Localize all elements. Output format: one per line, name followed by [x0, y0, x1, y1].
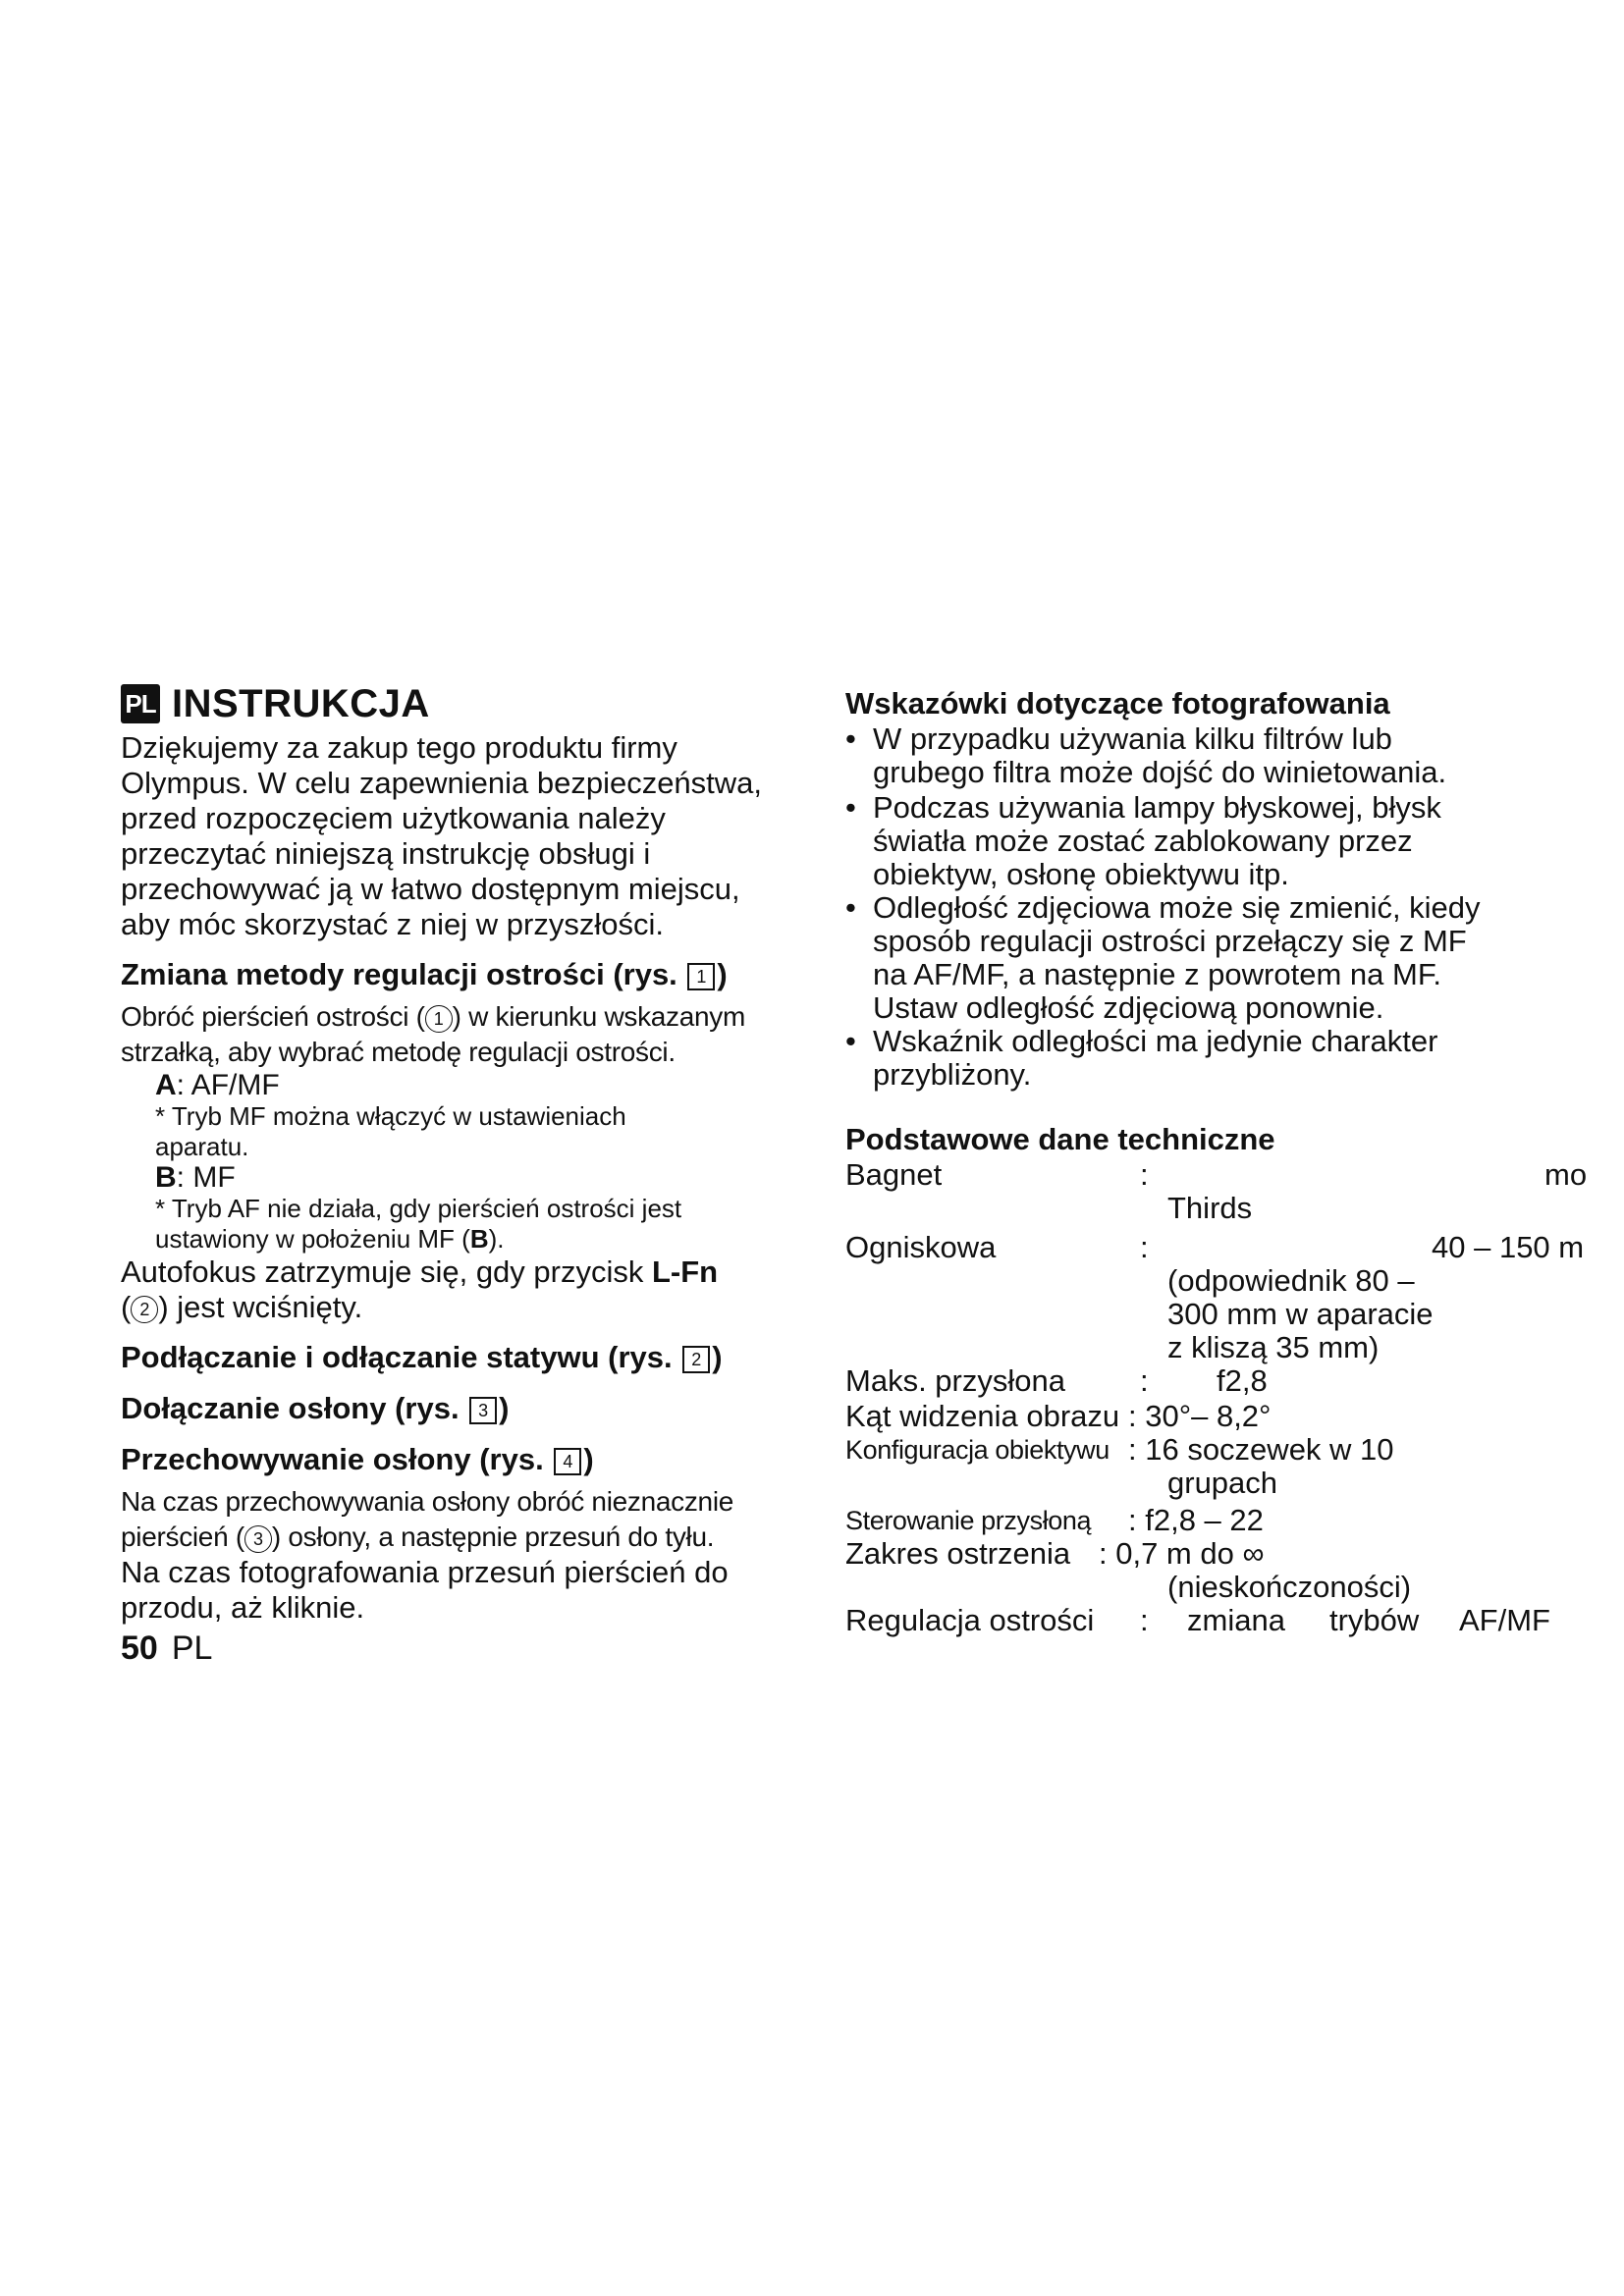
figure-ref-3: 3	[469, 1397, 497, 1424]
intro-line: przeczytać niniejszą instrukcję obsługi i	[121, 836, 651, 871]
specs-heading: Podstawowe dane techniczne	[845, 1122, 1275, 1156]
focus-instruction-line: strzałką, aby wybrać metodę regulacji ostrości.	[121, 1037, 676, 1067]
storage-line: Na czas przechowywania osłony obróć nieznacznie	[121, 1486, 734, 1517]
tip-line: na AF/MF, a następnie z powrotem na MF.	[873, 957, 1441, 991]
text: ustawiony w położeniu MF (	[155, 1224, 470, 1254]
storage-line: Na czas fotografowania przesuń pierścień do	[121, 1555, 729, 1589]
heading-text: Zmiana metody regulacji ostrości (rys.	[121, 957, 686, 991]
figure-ref-4: 4	[554, 1448, 581, 1475]
spec-value: grupach	[1167, 1466, 1278, 1500]
option-a	[155, 1070, 808, 1101]
tip-line: przybliżony.	[873, 1057, 1032, 1092]
spec-value: 300 mm w aparacie	[1167, 1297, 1434, 1331]
spec-row-focus-range	[845, 1537, 1624, 1571]
heading-text: Podłączanie i odłączanie statywu (rys.	[121, 1340, 681, 1374]
figure-ref-2: 2	[682, 1346, 710, 1373]
page-title: INSTRUKCJA	[172, 681, 430, 725]
option-b	[155, 1162, 808, 1194]
storage-line	[121, 1520, 808, 1555]
intro-paragraph	[121, 730, 808, 942]
spec-row-aperture-control	[845, 1504, 1624, 1537]
spec-colon: :	[1140, 1157, 1149, 1192]
spec-label: Maks. przysłona	[845, 1363, 1065, 1398]
autofocus-line	[121, 1255, 808, 1290]
spec-row-focus-control	[845, 1604, 1624, 1637]
option-value: : MF	[176, 1161, 236, 1194]
option-value: : AF/MF	[176, 1069, 280, 1101]
spec-value: zmiana	[1187, 1603, 1285, 1637]
note-line: aparatu.	[155, 1132, 249, 1161]
tip-item	[845, 1025, 1624, 1092]
tip-line: grubego filtra może dojść do winietowania.	[873, 755, 1447, 789]
heading-text: Przechowywanie osłony (rys.	[121, 1442, 553, 1476]
page-number-value: 50	[121, 1629, 158, 1667]
tip-line: sposób regulacji ostrości przełączy się z MF	[873, 924, 1467, 958]
spec-value: z kliszą 35 mm)	[1167, 1330, 1380, 1364]
tip-line: • Podczas używania lampy błyskowej, błysk	[873, 790, 1441, 825]
tip-line: światła może zostać zablokowany przez	[873, 824, 1413, 858]
spec-row-cont	[845, 1298, 1624, 1331]
text: pierścień (	[121, 1522, 244, 1552]
spec-row-cont	[845, 1467, 1624, 1500]
heading-end: )	[712, 1340, 723, 1374]
tip-line: obiektyw, osłonę obiektywu itp.	[873, 857, 1289, 891]
heading-end: )	[499, 1391, 510, 1425]
tip-line: • W przypadku używania kilku filtrów lub	[873, 721, 1392, 756]
tripod-heading	[121, 1339, 808, 1376]
heading-end: )	[717, 957, 728, 991]
autofocus-line	[121, 1290, 808, 1325]
intro-line: Dziękujemy za zakup tego produktu firmy	[121, 730, 677, 765]
tip-item	[845, 891, 1624, 1025]
spec-label: Ogniskowa	[845, 1230, 997, 1264]
callout-1-icon: 1	[425, 1005, 453, 1033]
spec-row-angle	[845, 1400, 1624, 1433]
option-key: B	[155, 1161, 177, 1194]
spec-label: Sterowanie przysłoną	[845, 1506, 1092, 1535]
spec-label: Zakres ostrzenia	[845, 1536, 1071, 1571]
intro-line: aby móc skorzystać z niej w przyszłości.	[121, 907, 664, 941]
heading-text: Dołączanie osłony (rys.	[121, 1391, 468, 1425]
spec-row-cont	[845, 1192, 1624, 1225]
spec-value: trybów	[1329, 1603, 1420, 1637]
intro-line: Olympus. W celu zapewnienia bezpieczeństwa,	[121, 766, 763, 800]
tip-item	[845, 791, 1624, 891]
title-row	[121, 677, 808, 730]
callout-2-icon: 2	[131, 1296, 158, 1323]
note-a	[155, 1101, 808, 1162]
hood-storage-heading	[121, 1441, 808, 1478]
figure-ref-1: 1	[687, 963, 715, 990]
spec-label: Bagnet	[845, 1157, 943, 1192]
note-line: * Tryb MF można włączyć w ustawieniach	[155, 1101, 626, 1131]
spec-value: Thirds	[1167, 1191, 1253, 1225]
heading-end: )	[583, 1442, 594, 1476]
spec-colon: :	[1140, 1363, 1149, 1398]
option-key: A	[155, 1069, 177, 1101]
text: ) osłony, a następnie przesuń do tyłu.	[271, 1522, 715, 1552]
spec-row-mount	[845, 1158, 1624, 1192]
spec-colon: :	[1140, 1230, 1149, 1264]
spec-label: Konfiguracja obiektywu	[845, 1435, 1110, 1465]
right-column	[845, 677, 1624, 1637]
button-name: L-Fn	[651, 1255, 719, 1289]
spec-row-cont	[845, 1571, 1624, 1604]
spec-row-focal	[845, 1231, 1624, 1264]
spec-value: : f2,8 – 22	[1128, 1503, 1264, 1537]
spec-value: (odpowiednik 80 –	[1167, 1263, 1415, 1298]
spec-row-config	[845, 1433, 1624, 1467]
text: ).	[488, 1224, 505, 1254]
text: (	[121, 1290, 132, 1324]
spec-row-cont	[845, 1264, 1624, 1298]
hood-heading	[121, 1390, 808, 1427]
text: ) w kierunku wskazanym	[452, 1001, 746, 1032]
note-b	[155, 1194, 808, 1255]
spec-value: mo	[1544, 1157, 1588, 1192]
page-lang: PL	[171, 1629, 213, 1667]
tip-line: • Odległość zdjęciowa może się zmienić, kiedy	[873, 890, 1481, 925]
text: B	[469, 1224, 489, 1254]
spec-value: f2,8	[1217, 1363, 1268, 1398]
spec-value: : 16 soczewek w 10	[1128, 1432, 1394, 1467]
spec-colon: :	[1140, 1603, 1149, 1637]
spec-row-aperture	[845, 1364, 1624, 1398]
spec-value: (nieskończoności)	[1167, 1570, 1412, 1604]
note-line	[155, 1224, 808, 1255]
left-column	[121, 677, 808, 1626]
text: Obróć pierścień ostrości (	[121, 1001, 425, 1032]
page-number	[121, 1629, 212, 1668]
intro-line: przed rozpoczęciem użytkowania należy	[121, 801, 666, 835]
spec-value: AF/MF	[1459, 1603, 1550, 1637]
focus-instruction-line	[121, 999, 808, 1035]
storage-line: przodu, aż kliknie.	[121, 1590, 365, 1625]
note-line: * Tryb AF nie działa, gdy pierścień ostrości jest	[155, 1194, 682, 1223]
spec-value: : 0,7 m do ∞	[1099, 1536, 1265, 1571]
tips-heading: Wskazówki dotyczące fotografowania	[845, 686, 1390, 721]
callout-3-icon: 3	[244, 1525, 272, 1553]
spec-value: : 30°– 8,2°	[1128, 1399, 1272, 1433]
focus-method-heading	[121, 956, 808, 993]
tip-line: • Wskaźnik odległości ma jedynie charakter	[873, 1024, 1438, 1058]
spec-label: Kąt widzenia obrazu	[845, 1399, 1120, 1433]
intro-line: przechowywać ją w łatwo dostępnym miejscu,	[121, 872, 740, 906]
tip-item	[845, 722, 1624, 789]
spec-row-cont	[845, 1331, 1624, 1364]
text: ) jest wciśnięty.	[158, 1290, 363, 1324]
spec-value: 40 – 150 m	[1432, 1230, 1585, 1264]
spec-label: Regulacja ostrości	[845, 1603, 1095, 1637]
text: Autofokus zatrzymuje się, gdy przycisk	[121, 1255, 652, 1289]
tip-line: Ustaw odległość zdjęciową ponownie.	[873, 990, 1384, 1025]
language-badge: PL	[121, 684, 160, 723]
